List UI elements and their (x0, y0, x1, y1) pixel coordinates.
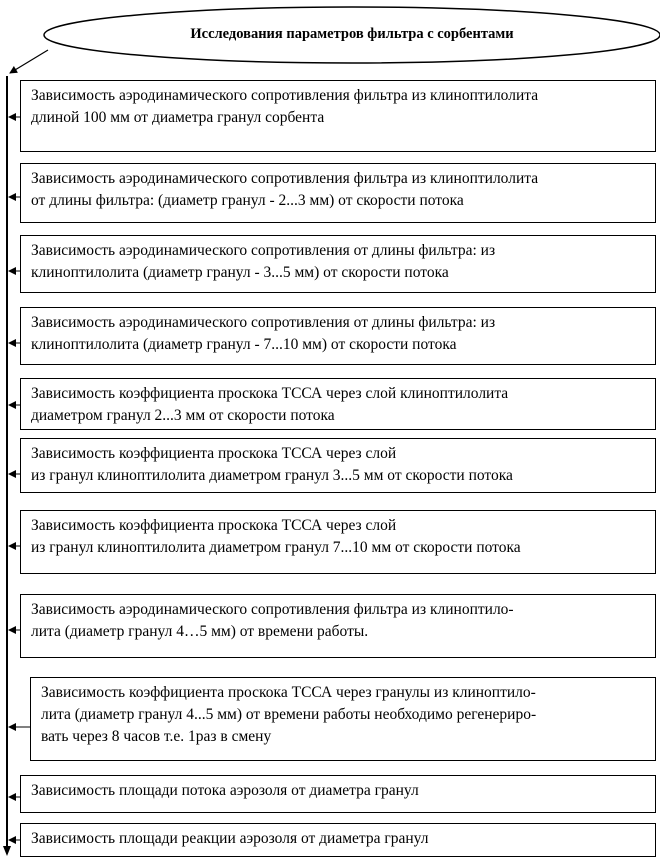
research-box-6-line-1: Зависимость коэффициента проскока ТССА через слой (31, 445, 397, 462)
research-box-4 (20, 307, 656, 365)
research-box-9-line-1: Зависимость коэффициента проскока ТССА через гранулы из клиноптило- (41, 684, 536, 701)
diagram-title: Исследования параметров фильтра с сорбентами (190, 25, 514, 42)
research-box-5-line-1: Зависимость коэффициента проскока ТССА через слой клиноптилолита (31, 385, 509, 402)
research-box-5 (20, 378, 656, 430)
research-box-1-line-1: Зависимость аэродинамического сопротивления фильтра из клиноптилолита (31, 87, 539, 104)
research-box-4-line-2: клиноптилолита (диаметр гранул - 7...10 мм) от скорости потока (31, 336, 457, 353)
research-box-7-line-1: Зависимость коэффициента проскока ТССА через слой (31, 517, 397, 534)
research-box-1 (20, 80, 656, 152)
title-connector-arrow (10, 50, 48, 73)
research-box-3-line-2: клиноптилолита (диаметр гранул - 3...5 мм) от скорости потока (31, 264, 449, 281)
research-box-9 (30, 677, 656, 761)
research-box-1-line-2: длиной 100 мм от диаметра гранул сорбента (31, 109, 325, 126)
research-box-5-line-2: диаметром гранул 2...3 мм от скорости потока (31, 407, 335, 424)
research-box-11-line-1: Зависимость площади реакции аэрозоля от диаметра гранул (31, 830, 429, 847)
spine-end-arrow (3, 846, 11, 856)
research-box-4-line-1: Зависимость аэродинамического сопротивления от длины фильтра: из (31, 314, 496, 331)
research-box-7-line-2: из гранул клиноптилолита диаметром гранул 7...10 мм от скорости потока (31, 539, 521, 556)
research-box-6-line-2: из гранул клиноптилолита диаметром гранул 3...5 мм от скорости потока (31, 467, 513, 484)
research-box-2-line-2: от длины фильтра: (диаметр гранул - 2...3 мм) от скорости потока (31, 192, 464, 209)
research-box-3-line-1: Зависимость аэродинамического сопротивления от длины фильтра: из (31, 242, 496, 259)
research-box-7 (20, 510, 656, 574)
research-box-10-line-1: Зависимость площади потока аэрозоля от диаметра гранул (31, 782, 419, 799)
research-box-8 (20, 594, 656, 658)
research-box-3 (20, 235, 656, 293)
research-box-8-line-1: Зависимость аэродинамического сопротивления фильтра из клиноптило- (31, 601, 514, 618)
research-box-9-line-2: лита (диаметр гранул 4...5 мм) от времени работы необходимо регенериро- (41, 706, 537, 723)
research-box-2-line-1: Зависимость аэродинамического сопротивления фильтра из клиноптилолита (31, 170, 539, 187)
research-box-8-line-2: лита (диаметр гранул 4…5 мм) от времени работы. (31, 623, 369, 640)
research-box-6 (20, 438, 656, 493)
research-box-2 (20, 163, 656, 223)
research-box-11 (20, 823, 656, 857)
research-box-10 (20, 775, 656, 813)
research-box-9-line-3: вать через 8 часов т.е. 1раз в смену (41, 728, 272, 745)
